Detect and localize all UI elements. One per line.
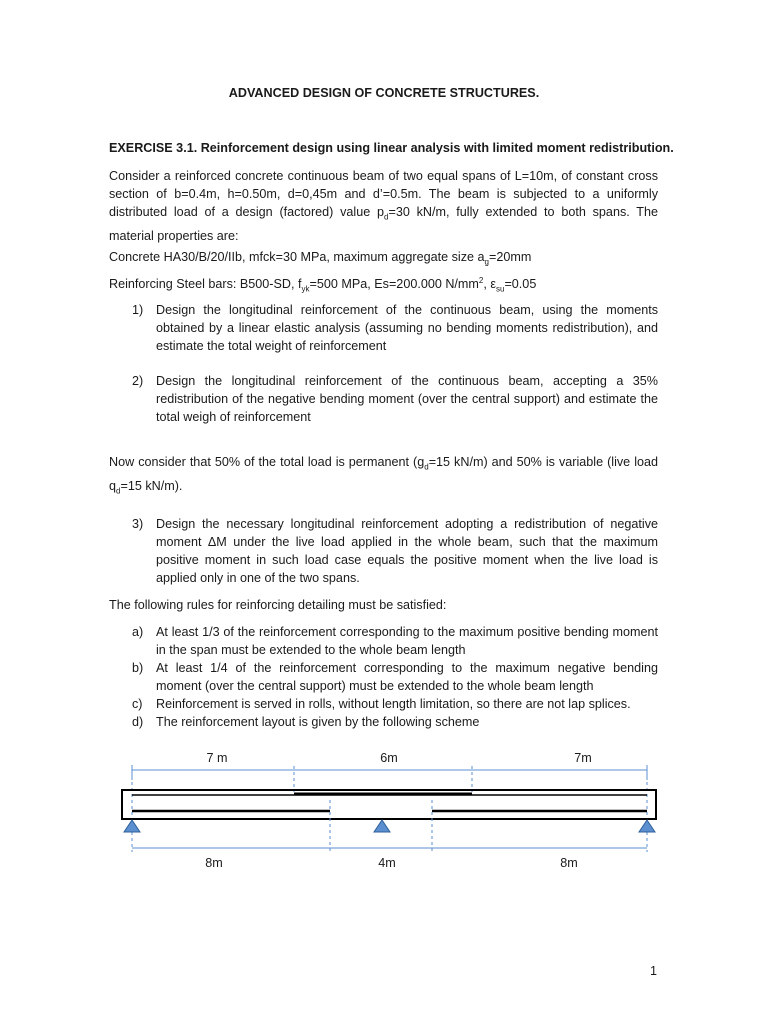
support-right-icon <box>639 820 655 832</box>
list-marker: 1) <box>132 303 144 317</box>
page-number: 1 <box>650 964 658 978</box>
load-note-paragraph: Now consider that 50% of the total load is permanent ($g_d=15$ kN/m) and 50% is variable (live load $q_d=15$ kN/m). <box>109 455 659 496</box>
bottom-dimension-label: 8m <box>205 856 223 870</box>
material-properties <box>109 248 536 298</box>
exercise-heading: EXERCISE 3.1. Reinforcement design using linear analysis with limited moment redistribution. <box>109 141 674 155</box>
list-marker: c) <box>132 697 143 711</box>
rules-intro: The following rules for reinforcing detailing must be satisfied: <box>109 598 447 612</box>
steel-properties: Reinforcing Steel bars: B500-SD, $f_{yk}=500$ MPa, Es=200.000 $N/mm^2$, $\varepsilon_{su}=0.05$ <box>109 275 537 294</box>
task-item: 1) Design the longitudinal reinforcement of the continuous beam, using the moments obtained by a linear elastic analysis (assuming no bending moments redistribution), and estimate the total weight of reinforcement <box>132 303 658 353</box>
top-dimension-label: 6m <box>380 751 398 765</box>
support-left-icon <box>124 820 140 832</box>
task-list-2 <box>109 372 658 426</box>
rules-list <box>109 623 658 731</box>
reinforcement-scheme-svg <box>0 740 768 880</box>
list-marker: a) <box>132 625 144 639</box>
task-list-1 <box>109 301 658 355</box>
bottom-dimension-label: 4m <box>378 856 396 870</box>
rule-item: d) The reinforcement layout is given by the following scheme <box>132 715 480 729</box>
intro-paragraph: Consider a reinforced concrete continuous beam of two equal spans of L=10m, of constant cross section of b=0.4m, h=0.50m, d=0,45m and d’=0.5m. The beam is subjected to a uniformly distributed load of a design (factored) value $p_d=30$ kN/m, fully extended to both spans. The material properties are: <box>109 169 658 243</box>
rule-item: b) At least 1/4 of the reinforcement corresponding to the maximum negative bending moment (over the central support) must be extended to the whole beam length <box>132 661 658 693</box>
list-marker: d) <box>132 715 144 729</box>
concrete-properties: Concrete HA30/B/20/IIb, mfck=30 MPa, maximum aggregate size $a_g=20mm$ <box>109 250 532 267</box>
list-marker: 3) <box>132 517 144 531</box>
top-dimension-label: 7 m <box>206 751 228 765</box>
top-dimension-label: 7m <box>574 751 592 765</box>
document-title: ADVANCED DESIGN OF CONCRETE STRUCTURES. <box>228 86 540 100</box>
task-item: 2) Design the longitudinal reinforcement of the continuous beam, accepting a 35% redistribution of the negative bending moment (over the central support) and estimate the total weigh of reinforcement <box>132 374 658 424</box>
rule-item: c) Reinforcement is served in rolls, without length limitation, so there are not lap splices. <box>132 697 631 711</box>
bottom-dimension-label: 8m <box>560 856 578 870</box>
task-item: 3) Design the necessary longitudinal reinforcement adopting a redistribution of negative moment ΔM under the live load applied in the whole beam, such that the maximum positive moment in such load case equals the positive moment when the live load is applied only in one of the two spans. <box>132 517 658 585</box>
rule-item: a) At least 1/3 of the reinforcement corresponding to the maximum positive bending moment in the span must be extended to the whole beam length <box>132 625 658 657</box>
task-list-3 <box>109 515 658 587</box>
reinforcement-scheme <box>0 740 768 883</box>
list-marker: b) <box>132 661 144 675</box>
support-center-icon <box>374 820 390 832</box>
list-marker: 2) <box>132 374 144 388</box>
